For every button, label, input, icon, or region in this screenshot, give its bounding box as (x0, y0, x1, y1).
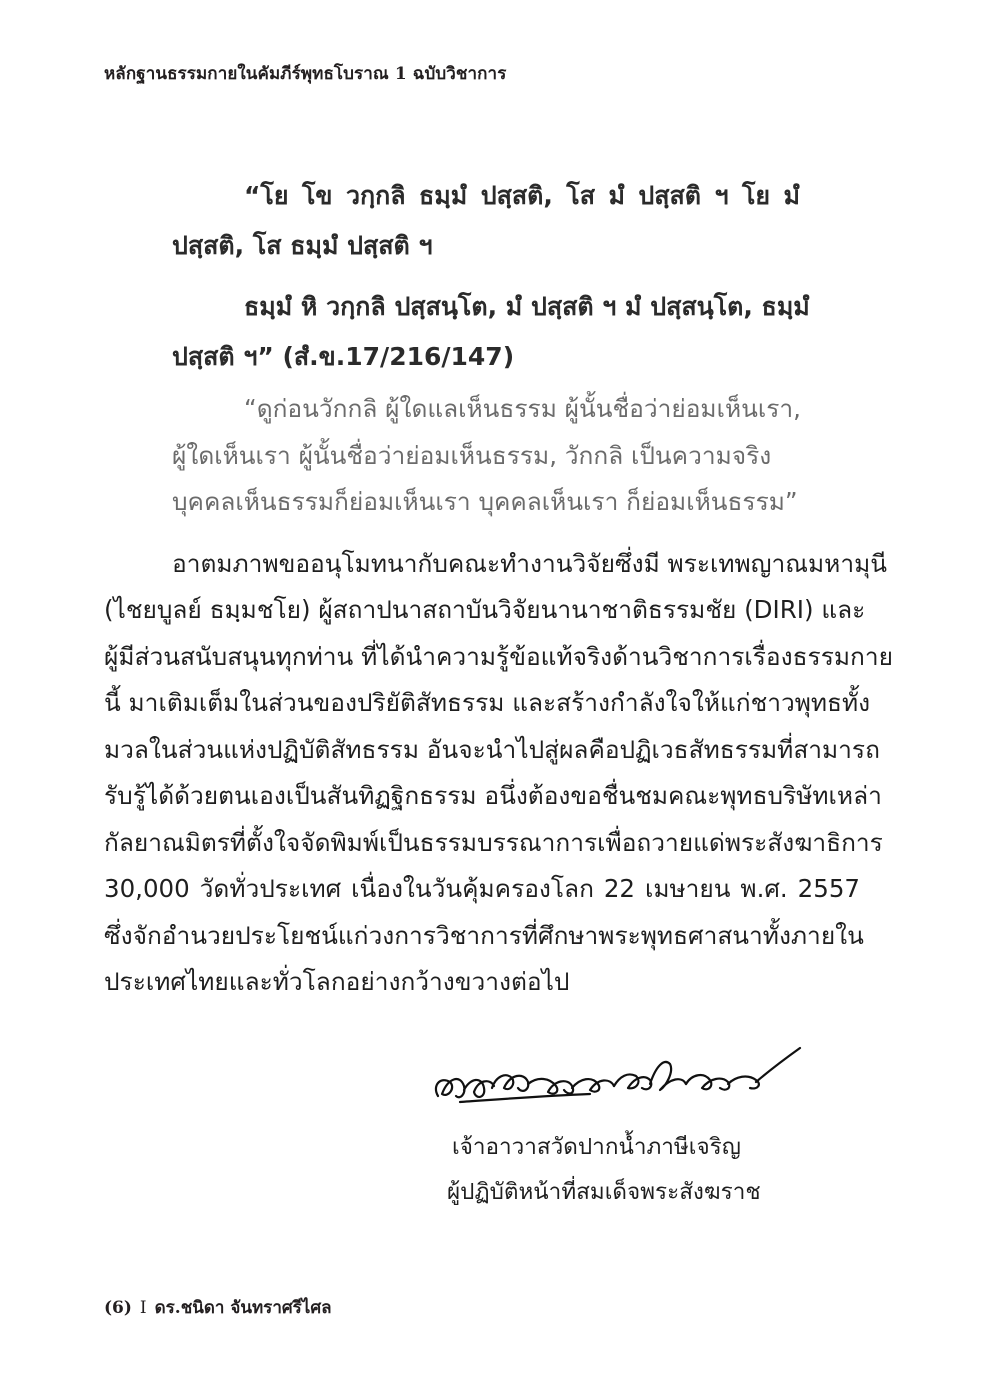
pali-quote-line-3: ธมฺมํ หิ วกฺกลิ ปสฺสนฺโต, มํ ปสฺสติ ฯ มํ ปสฺสนฺโต, ธมฺมํ (244, 292, 810, 321)
body-line-8: 30,000 วัดทั่วประเทศ เนื่องในวันคุ้มครองโลก 22 เมษายน พ.ศ. 2557 (104, 874, 860, 903)
body-line-7: กัลยาณมิตรที่ตั้งใจจัดพิมพ์เป็นธรรมบรรณาการเพื่อถวายแด่พระสังฆาธิการ (104, 828, 883, 857)
footer-separator: I (139, 1298, 147, 1318)
body-line-1: อาตมภาพขออนุโมทนากับคณะทำงานวิจัยซึ่งมี พระเทพญาณมหามุนี (172, 549, 887, 578)
pali-quote-line-4: ปสฺสติ ฯ” (สํ.ข.17/216/147) (172, 342, 515, 371)
body-line-6: รับรู้ได้ด้วยตนเองเป็นสันทิฏฐิกธรรม อนึ่งต้องขอชื่นชมคณะพุทธบริษัทเหล่า (104, 781, 882, 810)
page-footer (104, 1294, 332, 1321)
page-number: (6) (104, 1298, 132, 1318)
pali-quote-line-1: “โย โข วกฺกลิ ธมฺมํ ปสฺสติ, โส มํ ปสฺสติ ฯ โย มํ (244, 181, 800, 210)
body-line-3: ผู้มีส่วนสนับสนุนทุกท่าน ที่ได้นำความรู้ข้อแท้จริงด้านวิชาการเรื่องธรรมกาย (104, 642, 893, 671)
footer-author: ดร.ชนิดา จันทราศรีไศล (154, 1298, 332, 1318)
body-line-10: ประเทศไทยและทั่วโลกอย่างกว้างขวางต่อไป (104, 967, 570, 996)
handwritten-signature (430, 1038, 805, 1113)
body-line-4: นี้ มาเติมเต็มในส่วนของปริยัติสัทธรรม และสร้างกำลังใจให้แก่ชาวพุทธทั้ง (104, 688, 871, 717)
translation-line-2: ผู้ใดเห็นเรา ผู้นั้นชื่อว่าย่อมเห็นธรรม, วักกลิ เป็นความจริง (172, 441, 772, 470)
signer-title-2: ผู้ปฏิบัติหน้าที่สมเด็จพระสังฆราช (447, 1179, 761, 1205)
body-line-2: (ไชยบูลย์ ธมฺมชโย) ผู้สถาปนาสถาบันวิจัยนานาชาติธรรมชัย (DIRI) และ (104, 595, 866, 624)
translation-line-1: “ดูก่อนวักกลิ ผู้ใดแลเห็นธรรม ผู้นั้นชื่อว่าย่อมเห็นเรา, (244, 394, 801, 423)
pali-quote-line-2: ปสฺสติ, โส ธมฺมํ ปสฺสติ ฯ (172, 231, 433, 260)
running-header: หลักฐานธรรมกายในคัมภีร์พุทธโบราณ 1 ฉบับวิชาการ (104, 64, 507, 84)
body-line-9: ซึ่งจักอำนวยประโยชน์แก่วงการวิชาการที่ศึกษาพระพุทธศาสนาทั้งภายใน (104, 921, 864, 950)
signer-title-1: เจ้าอาวาสวัดปากน้ำภาษีเจริญ (452, 1134, 741, 1160)
translation-line-3: บุคคลเห็นธรรมก็ย่อมเห็นเรา บุคคลเห็นเรา ก็ย่อมเห็นธรรม” (172, 487, 798, 516)
body-line-5: มวลในส่วนแห่งปฏิบัติสัทธรรม อันจะนำไปสู่ผลคือปฏิเวธสัทธรรมที่สามารถ (104, 735, 880, 764)
